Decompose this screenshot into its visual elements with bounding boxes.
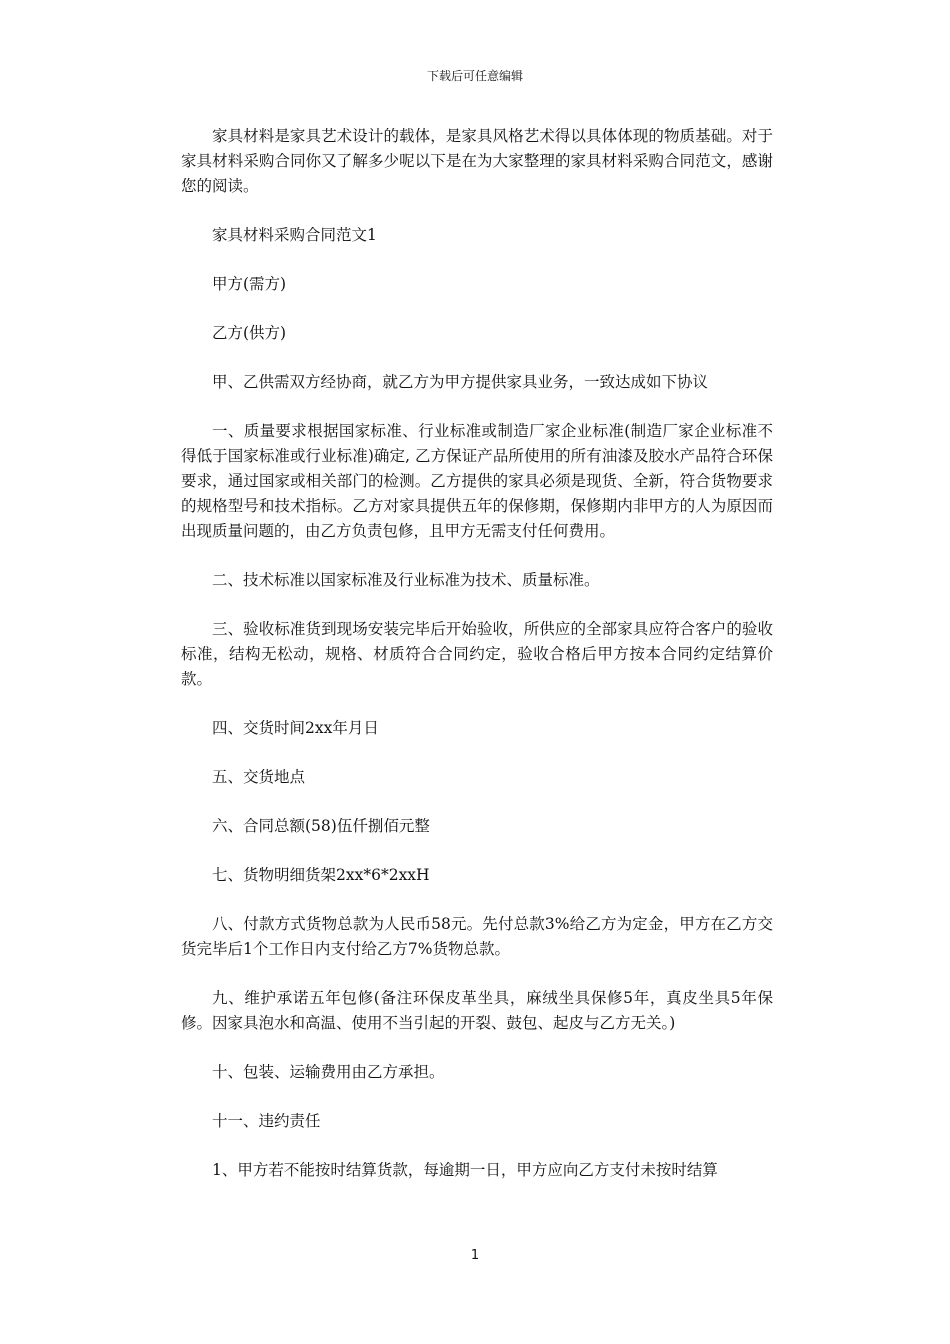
paragraph-clause-5: 五、交货地点 bbox=[212, 768, 306, 786]
page-number: 1 bbox=[470, 1248, 480, 1263]
paragraph-intro: 家具材料是家具艺术设计的载体，是家具风格艺术得以具体体现的物质基础。对于家具材料采购合同你又了解多少呢以下是在为大家整理的家具材料采购合同范文，感谢您的阅读。 bbox=[181, 127, 773, 195]
paragraph-clause-7: 七、货物明细货架2xx*6*2xxH bbox=[212, 866, 430, 884]
paragraph-contract-title: 家具材料采购合同范文1 bbox=[212, 226, 377, 244]
paragraph-party-a: 甲方(需方) bbox=[212, 275, 287, 293]
paragraph-clause-8: 八、付款方式货物总款为人民币58元。先付总款3%给乙方为定金，甲方在乙方交货完毕后1个工作日内支付给乙方7%货物总款。 bbox=[181, 915, 773, 958]
page-header: 下载后可任意编辑 bbox=[426, 69, 523, 83]
paragraph-agreement: 甲、乙供需双方经协商，就乙方为甲方提供家具业务，一致达成如下协议 bbox=[212, 373, 709, 391]
paragraph-clause-9: 九、维护承诺五年包修(备注环保皮革坐具，麻绒坐具保修5年，真皮坐具5年保修。因家具泡水和高温、使用不当引起的开裂、鼓包、起皮与乙方无关。) bbox=[181, 989, 773, 1032]
document-body bbox=[181, 124, 773, 1207]
paragraph-clause-3: 三、验收标准货到现场安装完毕后开始验收，所供应的全部家具应符合客户的验收标准，结构无松动，规格、材质符合合同约定，验收合格后甲方按本合同约定结算价款。 bbox=[181, 620, 773, 688]
paragraph-clause-6: 六、合同总额(58)伍仟捌佰元整 bbox=[212, 817, 430, 835]
paragraph-clause-11-item-1: 1、甲方若不能按时结算货款，每逾期一日，甲方应向乙方支付未按时结算 bbox=[212, 1161, 718, 1179]
paragraph-clause-2: 二、技术标准以国家标准及行业标准为技术、质量标准。 bbox=[212, 571, 600, 589]
paragraph-clause-1: 一、质量要求根据国家标准、行业标准或制造厂家企业标准(制造厂家企业标准不得低于国家标准或行业标准)确定, 乙方保证产品所使用的所有油漆及胶水产品符合环保要求，通过国家或相关部门的检测。乙方提供的家具必须是现货、全新，符合货物要求的规格型号和技术指标。乙方对家具提供五年的保修期，保修期内非甲方的人为原因而出现质量问题的，由乙方负责包修，且甲方无需支付任何费用。 bbox=[181, 422, 773, 540]
paragraph-clause-10: 十、包装、运输费用由乙方承担。 bbox=[212, 1063, 445, 1081]
paragraph-clause-11: 十一、违约责任 bbox=[212, 1112, 321, 1130]
paragraph-party-b: 乙方(供方) bbox=[212, 324, 287, 342]
paragraph-clause-4: 四、交货时间2xx年月日 bbox=[212, 719, 379, 737]
